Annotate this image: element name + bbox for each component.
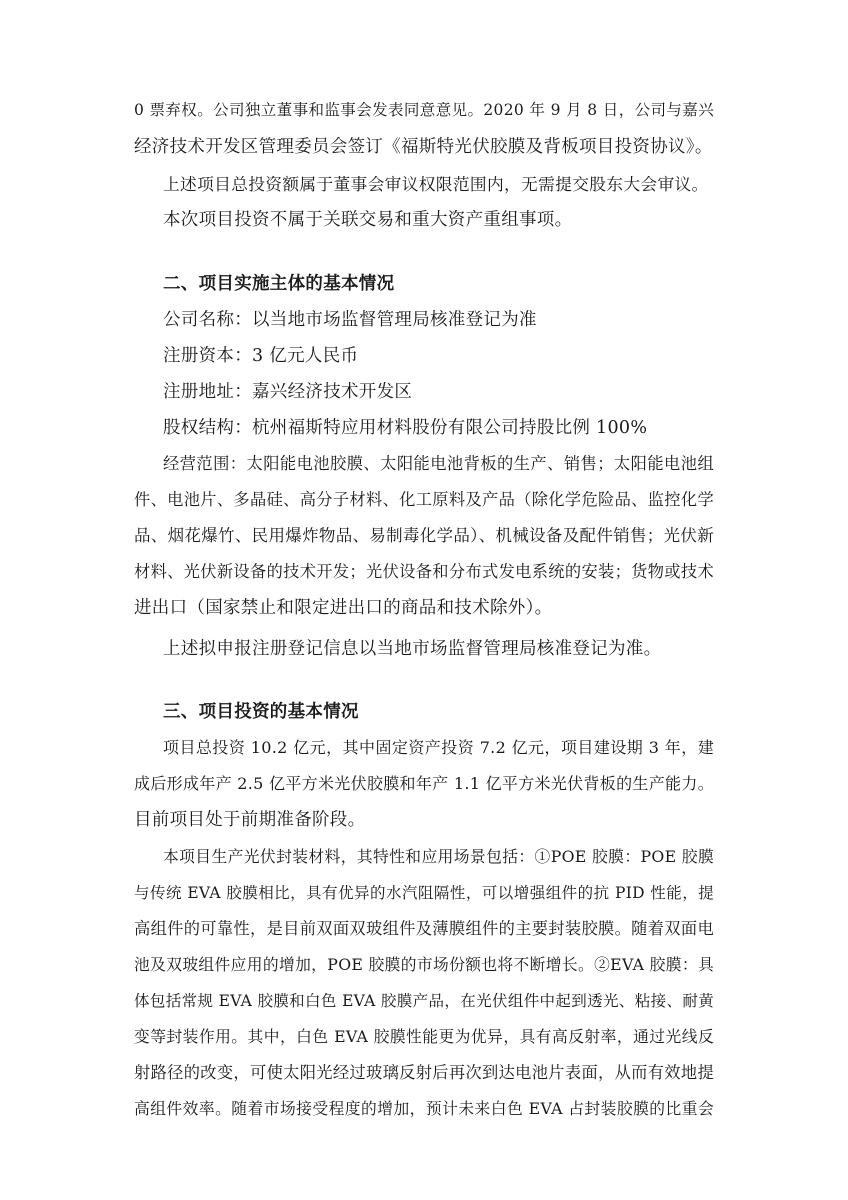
- registered-address: 注册地址：嘉兴经济技术开发区: [163, 382, 413, 402]
- registration-note: 上述拟申报注册登记信息以当地市场监督管理局核准登记为准。: [163, 639, 662, 659]
- product-line-8: 高组件效率。随着市场接受程度的增加，预计未来白色 EVA 占封装胶膜的比重会: [134, 1099, 714, 1118]
- product-line-2: 与传统 EVA 胶膜相比，具有优异的水汽阻隔性，可以增强组件的抗 PID 性能，提: [134, 884, 714, 902]
- related-transaction-note: 本次项目投资不属于关联交易和重大资产重组事项。: [163, 210, 573, 230]
- intro-line-1: 0 票弃权。公司独立董事和监事会发表同意意见。2020 年 9 月 8 日，公司与嘉兴: [134, 101, 714, 119]
- product-line-7: 射路径的改变，可使太阳光经过玻璃反射后再次到达电池片表面，从而有效地提: [134, 1063, 714, 1082]
- business-scope-line-1: 经营范围：太阳能电池胶膜、太阳能电池背板的生产、销售；太阳能电池组: [163, 454, 714, 473]
- product-line-5: 体包括常规 EVA 胶膜和白色 EVA 胶膜产品，在光伏组件中起到透光、粘接、耐黄: [134, 992, 714, 1010]
- investment-line-1: 项目总投资 10.2 亿元，其中固定资产投资 7.2 亿元，项目建设期 3 年，建: [163, 738, 714, 757]
- equity-structure: 股权结构：杭州福斯特应用材料股份有限公司持股比例 100%: [163, 418, 648, 438]
- product-line-1: 本项目生产光伏封装材料，其特性和应用场景包括：①POE 胶膜：POE 胶膜: [163, 847, 714, 866]
- product-line-3: 高组件的可靠性，是目前双面双玻组件及薄膜组件的主要封装胶膜。随着双面电: [134, 919, 714, 938]
- business-scope-line-5: 进出口（国家禁止和限定进出口的商品和技术除外）。: [134, 598, 553, 618]
- section-2-title: 二、项目实施主体的基本情况: [163, 274, 395, 294]
- intro-line-2: 经济技术开发区管理委员会签订《福斯特光伏胶膜及背板项目投资协议》。: [134, 137, 713, 157]
- registered-capital: 注册资本：3 亿元人民币: [163, 346, 359, 366]
- business-scope-line-2: 件、电池片、多晶硅、高分子材料、化工原料及产品（除化学危险品、监控化学: [134, 490, 714, 509]
- investment-line-3: 目前项目处于前期准备阶段。: [134, 810, 366, 830]
- section-3-title: 三、项目投资的基本情况: [163, 702, 359, 722]
- business-scope-line-3: 品、烟花爆竹、民用爆炸物品、易制毒化学品）、机械设备及配件销售；光伏新: [134, 526, 714, 545]
- product-line-6: 变等封装作用。其中，白色 EVA 胶膜性能更为优异，具有高反射率，通过光线反: [134, 1027, 714, 1046]
- business-scope-line-4: 材料、光伏新设备的技术开发；光伏设备和分布式发电系统的安装；货物或技术: [134, 562, 714, 581]
- product-line-4: 池及双玻组件应用的增加，POE 胶膜的市场份额也将不断增长。②EVA 胶膜：具: [134, 955, 714, 974]
- approval-note: 上述项目总投资额属于董事会审议权限范围内，无需提交股东大会审议。: [163, 174, 709, 194]
- investment-line-2: 成后形成年产 2.5 亿平方米光伏胶膜和年产 1.1 亿平方米光伏背板的生产能力。: [134, 774, 714, 793]
- company-name: 公司名称：以当地市场监督管理局核准登记为准: [163, 310, 537, 330]
